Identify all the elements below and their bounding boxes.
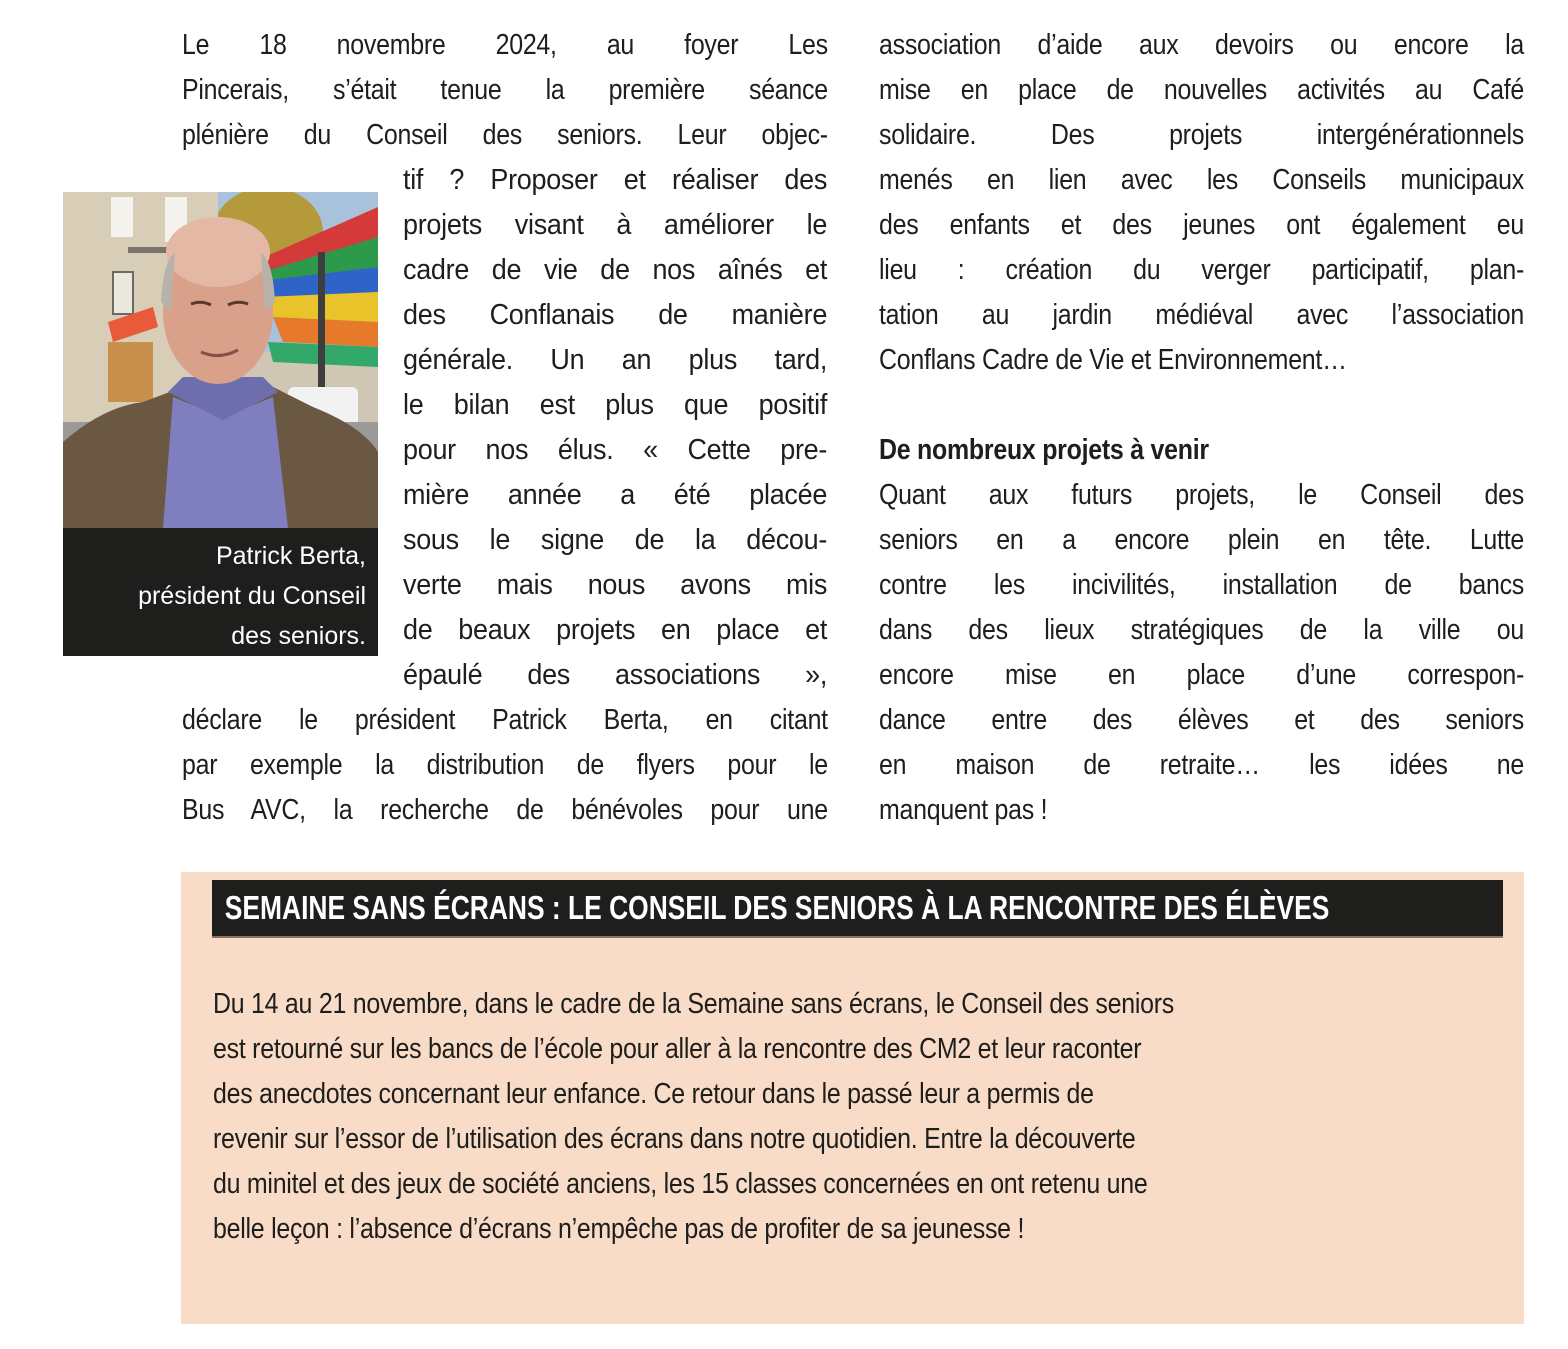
paragraph-line: par exemple la distribution de flyers pour le (182, 749, 828, 781)
box-paragraph-line (213, 1117, 1543, 1162)
paragraph-line: association d’aide aux devoirs ou encore la (879, 29, 1524, 61)
paragraph-line: manquent pas ! (879, 794, 1048, 826)
paragraph-line: Pincerais, s’était tenue la première séance (182, 74, 828, 106)
caption-line: des seniors. (231, 622, 366, 650)
paragraph-line: mise en place de nouvelles activités au Café (879, 74, 1524, 106)
box-paragraph-line (213, 982, 1543, 1027)
paragraph-line: le bilan est plus que positif (403, 389, 828, 421)
photo-caption (63, 528, 378, 656)
box-paragraph-line (213, 1072, 1543, 1117)
paragraph-line: tation au jardin médiéval avec l’association (879, 299, 1524, 331)
paragraph-line: verte mais nous avons mis (403, 569, 828, 601)
section-subheading: De nombreux projets à venir (879, 434, 1209, 466)
paragraph-line: encore mise en place d’une correspon- (879, 659, 1524, 691)
paragraph-line: plénière du Conseil des seniors. Leur objec- (182, 119, 828, 151)
paragraph-line: de beaux projets en place et (403, 614, 828, 646)
box-line-text: du minitel et des jeux de société anciens, les 15 classes concernées en ont retenu une (213, 1168, 1148, 1200)
paragraph-line: générale. Un an plus tard, (403, 344, 828, 376)
box-line-text: belle leçon : l’absence d’écrans n’empêche pas de profiter de sa jeunesse ! (213, 1213, 1025, 1245)
portrait-illustration (63, 192, 378, 528)
paragraph-line: mière année a été placée (403, 479, 828, 511)
paragraph-line: Le 18 novembre 2024, au foyer Les (182, 29, 828, 61)
box-paragraph-line (213, 1027, 1543, 1072)
sidebar-box-title-text: SEMAINE SANS ÉCRANS : LE CONSEIL DES SENIORS À LA RENCONTRE DES ÉLÈVES (224, 889, 1330, 926)
sidebar-box-title (212, 880, 1503, 936)
paragraph-line: Bus AVC, la recherche de bénévoles pour une (182, 794, 828, 826)
paragraph-line: épaulé des associations », (403, 659, 828, 691)
paragraph-line: menés en lien avec les Conseils municipaux (879, 164, 1524, 196)
paragraph-line: contre les incivilités, installation de bancs (879, 569, 1524, 601)
caption-line: président du Conseil (138, 582, 366, 610)
paragraph-line: seniors en a encore plein en tête. Lutte (879, 524, 1524, 556)
portrait-photo (63, 192, 378, 528)
paragraph-line: Quant aux futurs projets, le Conseil des (879, 479, 1524, 511)
paragraph-line: Conflans Cadre de Vie et Environnement… (879, 344, 1347, 376)
box-line-text: Du 14 au 21 novembre, dans le cadre de la Semaine sans écrans, le Conseil des seniors (213, 988, 1175, 1020)
paragraph-line: des Conflanais de manière (403, 299, 828, 331)
paragraph-line: tif ? Proposer et réaliser des (403, 164, 828, 196)
paragraph-line: lieu : création du verger participatif, plan- (879, 254, 1524, 286)
paragraph-line: pour nos élus. « Cette pre- (403, 434, 828, 466)
paragraph-line: solidaire. Des projets intergénérationnels (879, 119, 1524, 151)
paragraph-line: des enfants et des jeunes ont également eu (879, 209, 1524, 241)
caption-line: Patrick Berta, (215, 542, 366, 570)
box-paragraph-line (213, 1162, 1543, 1207)
paragraph-line: cadre de vie de nos aînés et (403, 254, 828, 286)
box-line-text: des anecdotes concernant leur enfance. Ce retour dans le passé leur a permis de (213, 1078, 1094, 1110)
box-line-text: est retourné sur les bancs de l’école pour aller à la rencontre des CM2 et leur raconter (213, 1033, 1142, 1065)
paragraph-line: dans des lieux stratégiques de la ville ou (879, 614, 1524, 646)
paragraph-line: déclare le président Patrick Berta, en citant (182, 704, 828, 736)
box-paragraph-line (213, 1207, 1543, 1252)
box-line-text: revenir sur l’essor de l’utilisation des écrans dans notre quotidien. Entre la découverte (213, 1123, 1136, 1155)
paragraph-line: dance entre des élèves et des seniors (879, 704, 1524, 736)
paragraph-line: projets visant à améliorer le (403, 209, 828, 241)
paragraph-line: en maison de retraite… les idées ne (879, 749, 1524, 781)
paragraph-line: sous le signe de la décou- (403, 524, 828, 556)
